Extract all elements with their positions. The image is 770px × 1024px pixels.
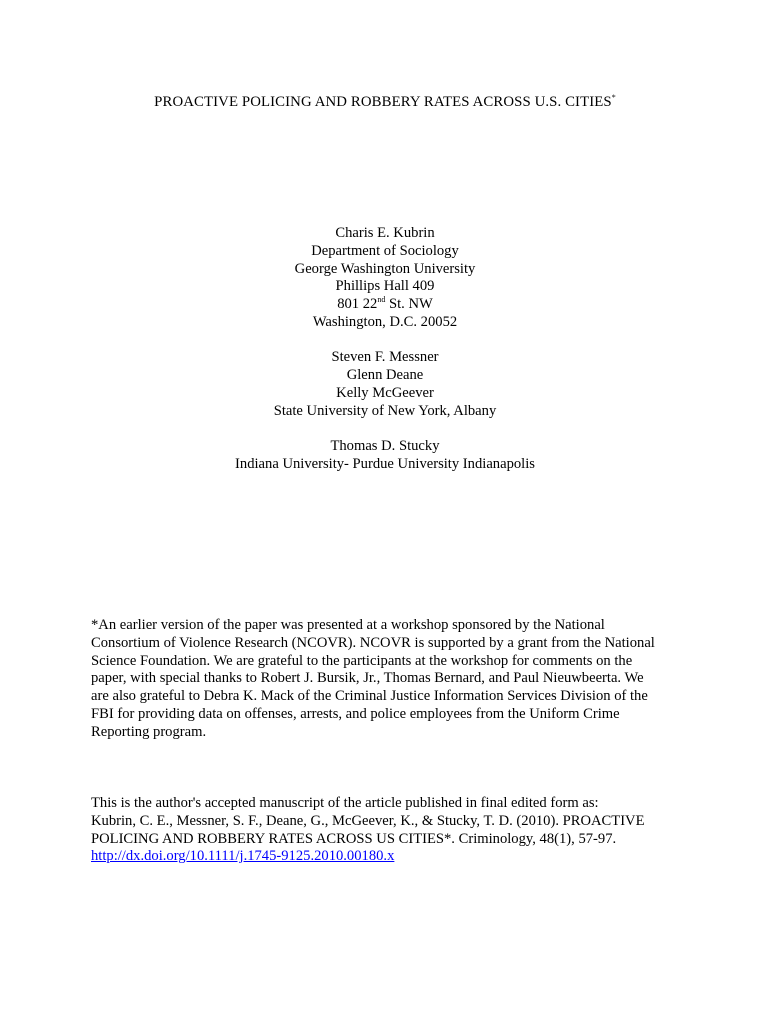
author-office: Phillips Hall 409 (335, 278, 435, 295)
street-number: 801 22 (337, 296, 378, 313)
citation-line: Kubrin, C. E., Messner, S. F., Deane, G., McGeever, K., & Stucky, T. D. (2010). PROACTIVE (91, 812, 645, 829)
footnote-line: Reporting program. (91, 723, 207, 740)
author-institution: Indiana University- Purdue University Indianapolis (235, 455, 535, 472)
author-name: Charis E. Kubrin (335, 225, 435, 241)
author-block-stucky (0, 438, 770, 474)
paper-title (0, 94, 770, 112)
street-name: St. NW (385, 296, 433, 313)
author-institution: George Washington University (294, 260, 476, 277)
author-name: Glenn Deane (346, 367, 424, 384)
author-block-kubrin (0, 225, 770, 332)
footnote-line: Consortium of Violence Research (NCOVR). NCOVR is supported by a grant from the National (91, 634, 655, 651)
citation-note (91, 795, 691, 866)
footnote-line: are also grateful to Debra K. Mack of the Criminal Justice Information Services Division of the (91, 688, 648, 705)
author-name: Thomas D. Stucky (330, 438, 440, 455)
author-name: Steven F. Messner (331, 349, 439, 366)
author-name: Kelly McGeever (336, 384, 434, 401)
footnote-line: paper, with special thanks to Robert J. Bursik, Jr., Thomas Bernard, and Paul Nieuwbeerta. We (91, 670, 644, 687)
author-list (0, 225, 770, 474)
doi-link[interactable]: http://dx.doi.org/10.1111/j.1745-9125.2010.00180.x (91, 848, 395, 865)
title-footnote-marker: * (611, 93, 616, 102)
footnote-line: Science Foundation. We are grateful to the participants at the workshop for comments on the (91, 652, 633, 669)
acknowledgement-footnote (91, 617, 691, 742)
author-street-address (0, 296, 770, 314)
author-city: Washington, D.C. 20052 (312, 313, 458, 330)
street-ordinal-suffix: nd (377, 295, 386, 305)
citation-line: POLICING AND ROBBERY RATES ACROSS US CITIES*. Criminology, 48(1), 57-97. (91, 830, 617, 847)
paper-title-text: PROACTIVE POLICING AND ROBBERY RATES ACROSS U.S. CITIES (154, 94, 612, 110)
author-institution: State University of New York, Albany (273, 402, 497, 419)
citation-line: This is the author's accepted manuscript of the article published in final edited form as: (91, 795, 599, 811)
footnote-line: FBI for providing data on offenses, arrests, and police employees from the Uniform Crime (91, 705, 620, 722)
author-department: Department of Sociology (311, 242, 459, 259)
footnote-line: *An earlier version of the paper was presented at a workshop sponsored by the National (91, 617, 605, 633)
author-block-albany (0, 349, 770, 420)
